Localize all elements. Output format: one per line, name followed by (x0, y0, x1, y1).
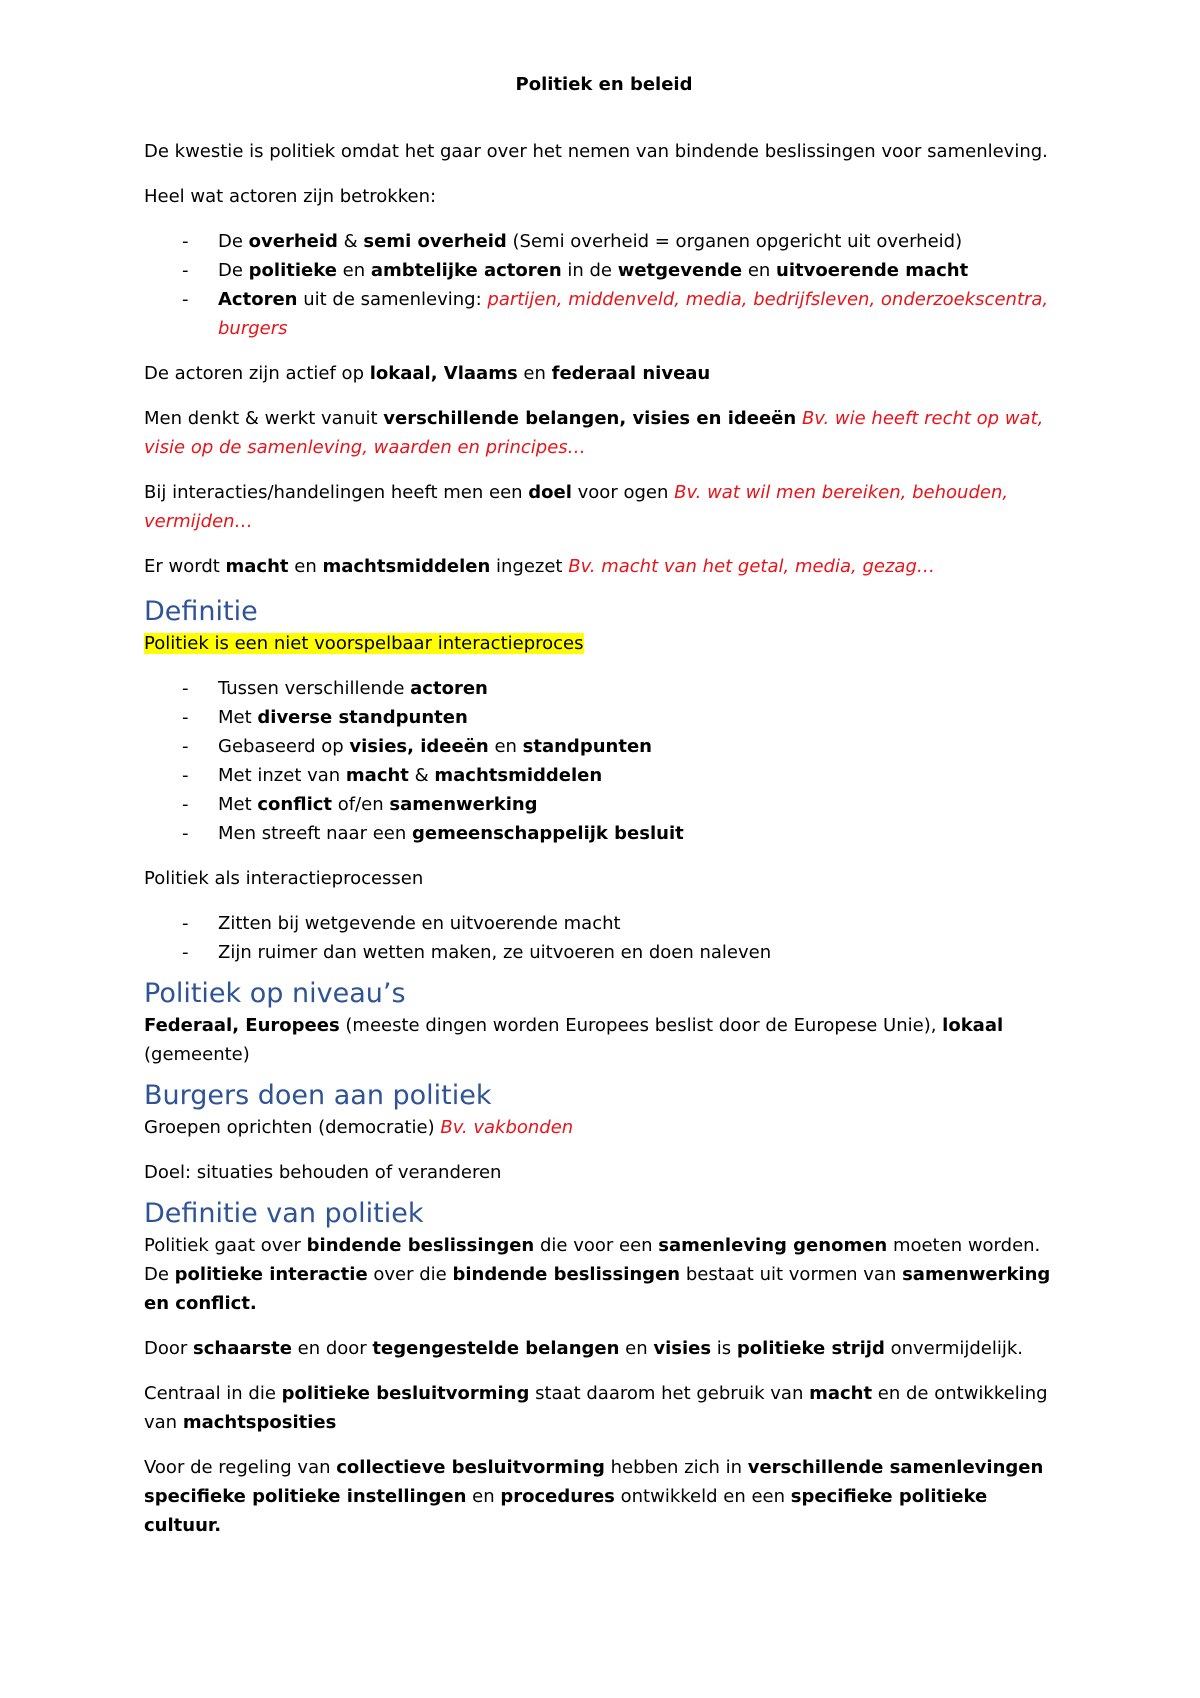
defpol-paragraph-4: Voor de regeling van collectieve besluitvorming hebben zich in verschillende samenlevingen specifieke politieke instellingen en procedures ontwikkeld en een specifieke politieke cultuur. (144, 1457, 1044, 1536)
defpol-paragraph-3: Centraal in die politieke besluitvorming staat daarom het gebruik van macht en de ontwikkeling van machtsposities (144, 1383, 1048, 1433)
document-page (144, 70, 1064, 1556)
list-item: - Zitten bij wetgevende en uitvoerende macht (182, 913, 621, 934)
interaction-list (144, 909, 1064, 967)
defpol-paragraph-1: Politiek gaat over bindende beslissingen die voor een samenleving genomen moeten worden. De politieke interactie over die bindende beslissingen bestaat uit vormen van samenwerking en conflict. (144, 1235, 1051, 1314)
interaction-processes-paragraph: Politiek als interactieprocessen (144, 868, 424, 889)
list-item: - De overheid & semi overheid (Semi overheid = organen opgericht uit overheid) (182, 231, 963, 252)
list-item: - Met diverse standpunten (182, 707, 468, 728)
list-item: - Men streeft naar een gemeenschappelijk besluit (182, 823, 684, 844)
burgers-paragraph: Groepen oprichten (democratie) Bv. vakbonden (144, 1117, 574, 1138)
heading-burgers: Burgers doen aan politiek (144, 1080, 492, 1111)
list-item: - Zijn ruimer dan wetten maken, ze uitvoeren en doen naleven (182, 942, 772, 963)
list-item: - Gebaseerd op visies, ideeën en standpunten (182, 736, 652, 757)
heading-niveaus: Politiek op niveau’s (144, 978, 406, 1009)
power-paragraph: Er wordt macht en machtsmiddelen ingezet Bv. macht van het getal, media, gezag… (144, 556, 935, 577)
interests-paragraph: Men denkt & werkt vanuit verschillende belangen, visies en ideeën Bv. wie heeft recht op wat, visie op de samenleving, waarden en principes… (144, 408, 1044, 458)
actors-list (144, 227, 1064, 343)
burgers-goal-paragraph: Doel: situaties behouden of veranderen (144, 1162, 502, 1183)
list-item: - Met conflict of/en samenwerking (182, 794, 538, 815)
actors-intro: Heel wat actoren zijn betrokken: (144, 186, 437, 207)
list-item: - Met inzet van macht & machtsmiddelen (182, 765, 603, 786)
list-item: - Actoren uit de samenleving: partijen, middenveld, media, bedrijfsleven, onderzoekscentra, burgers (182, 289, 1049, 339)
definition-list (144, 674, 1064, 848)
list-item: - Tussen verschillende actoren (182, 678, 488, 699)
document-title: Politiek en beleid (515, 74, 693, 95)
defpol-paragraph-2: Door schaarste en door tegengestelde belangen en visies is politieke strijd onvermijdelijk. (144, 1338, 1024, 1359)
goal-paragraph: Bij interacties/handelingen heeft men een doel voor ogen Bv. wat wil men bereiken, behouden, vermijden… (144, 482, 1009, 532)
heading-definitie: Definitie (144, 596, 258, 627)
niveaus-paragraph: Federaal, Europees (meeste dingen worden Europees beslist door de Europese Unie), lokaal (gemeente) (144, 1015, 1004, 1065)
heading-definitie-van-politiek: Definitie van politiek (144, 1198, 424, 1229)
definition-highlight: Politiek is een niet voorspelbaar interactieproces (144, 633, 584, 654)
intro-paragraph: De kwestie is politiek omdat het gaar over het nemen van bindende beslissingen voor samenleving. (144, 141, 1048, 162)
levels-paragraph: De actoren zijn actief op lokaal, Vlaams en federaal niveau (144, 363, 711, 384)
list-item: - De politieke en ambtelijke actoren in de wetgevende en uitvoerende macht (182, 260, 969, 281)
